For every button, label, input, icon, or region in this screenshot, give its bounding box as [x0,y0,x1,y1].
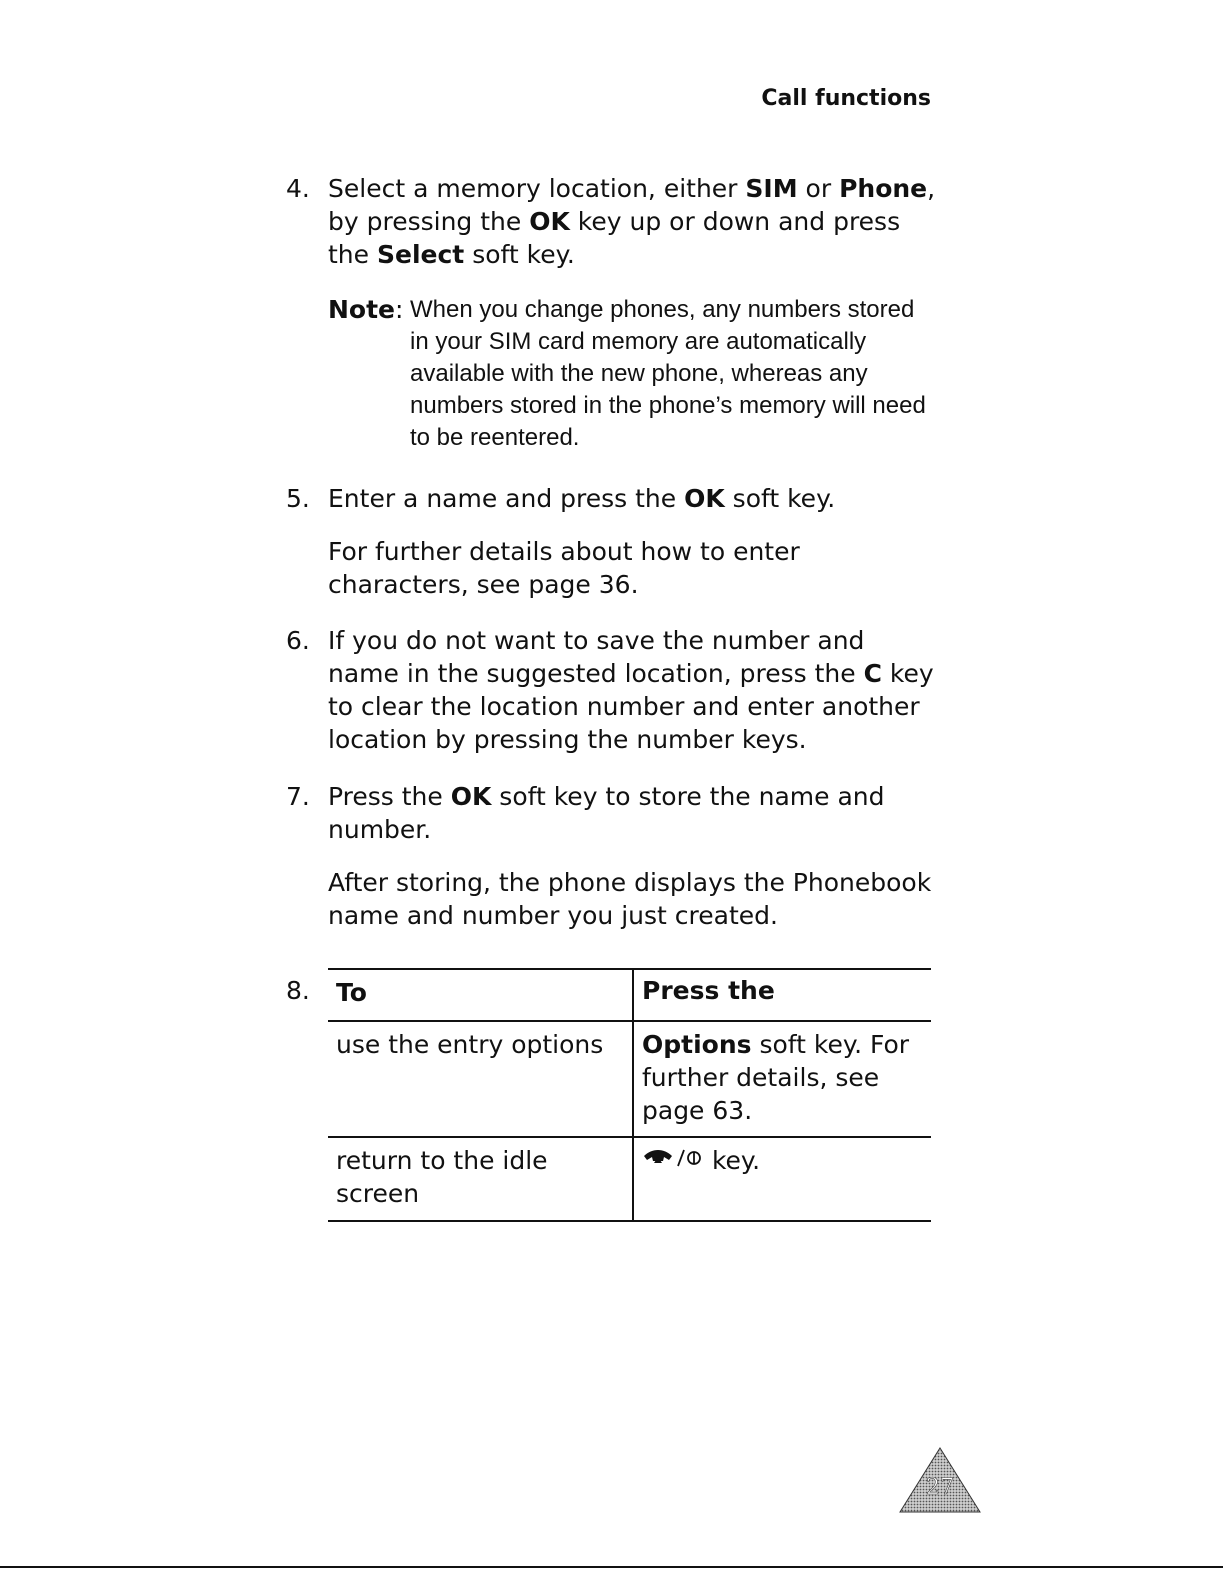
note-label: Note: [328,295,404,324]
step-body [328,172,936,271]
table-header-to: To [336,978,367,1007]
step-5-text: Enter a name and press the OK soft key. [328,484,836,513]
step-7-detail: After storing, the phone displays the Phonebook name and number you just created. [328,868,932,930]
page-number-badge [898,1446,982,1514]
step-number: 7. [286,782,310,811]
step-number: 5. [286,484,310,513]
table-rule-row1 [328,1136,931,1138]
note-text: When you change phones, any numbers stored in your SIM card memory are automatically available with the new phone, whereas any numbers stored in the phone’s memory will need to be reentered. [410,296,926,451]
step-body [328,482,936,601]
step-number: 6. [286,626,310,655]
step-4-text: Select a memory location, either SIM or Phone, by pressing the OK key up or down and press the Select soft key. [328,174,936,269]
table-row-2-to: return to the idle screen [336,1146,548,1208]
ok-term: OK [450,782,492,811]
end-power-key-icon [642,1145,704,1179]
step-body [328,780,936,932]
page-header-title: Call functions [761,86,931,111]
table-rule-top [328,968,931,970]
sim-term: SIM [745,174,798,203]
table-rule-bottom [328,1220,931,1222]
step-body [328,624,936,756]
table-row-2-press: key. [642,1144,927,1179]
key-table [328,968,931,1224]
select-term: Select [376,240,465,269]
c-key-term: C [863,659,882,688]
ok-term: OK [529,207,570,236]
table-rule-header [328,1020,931,1022]
page-number: 27 [926,1475,954,1500]
table-header-press: Press the [642,976,775,1005]
step-7-text: Press the OK soft key to store the name and number. [328,782,885,844]
step-5-detail: For further details about how to enter characters, see page 36. [328,537,800,599]
table-column-divider [632,968,634,1222]
ok-term: OK [684,484,725,513]
step-6-text: If you do not want to save the number and name in the suggested location, press the C key to clear the location number and enter another location by pressing the number keys. [328,626,934,754]
table-row-1-to: use the entry options [336,1030,604,1059]
table-row-1-press: Options soft key. For further details, see page 63. [642,1030,910,1125]
step-number: 4. [286,174,310,203]
phone-term: Phone [839,174,928,203]
page-bottom-rule [0,1566,1223,1568]
step-8-number: 8. [286,976,310,1005]
